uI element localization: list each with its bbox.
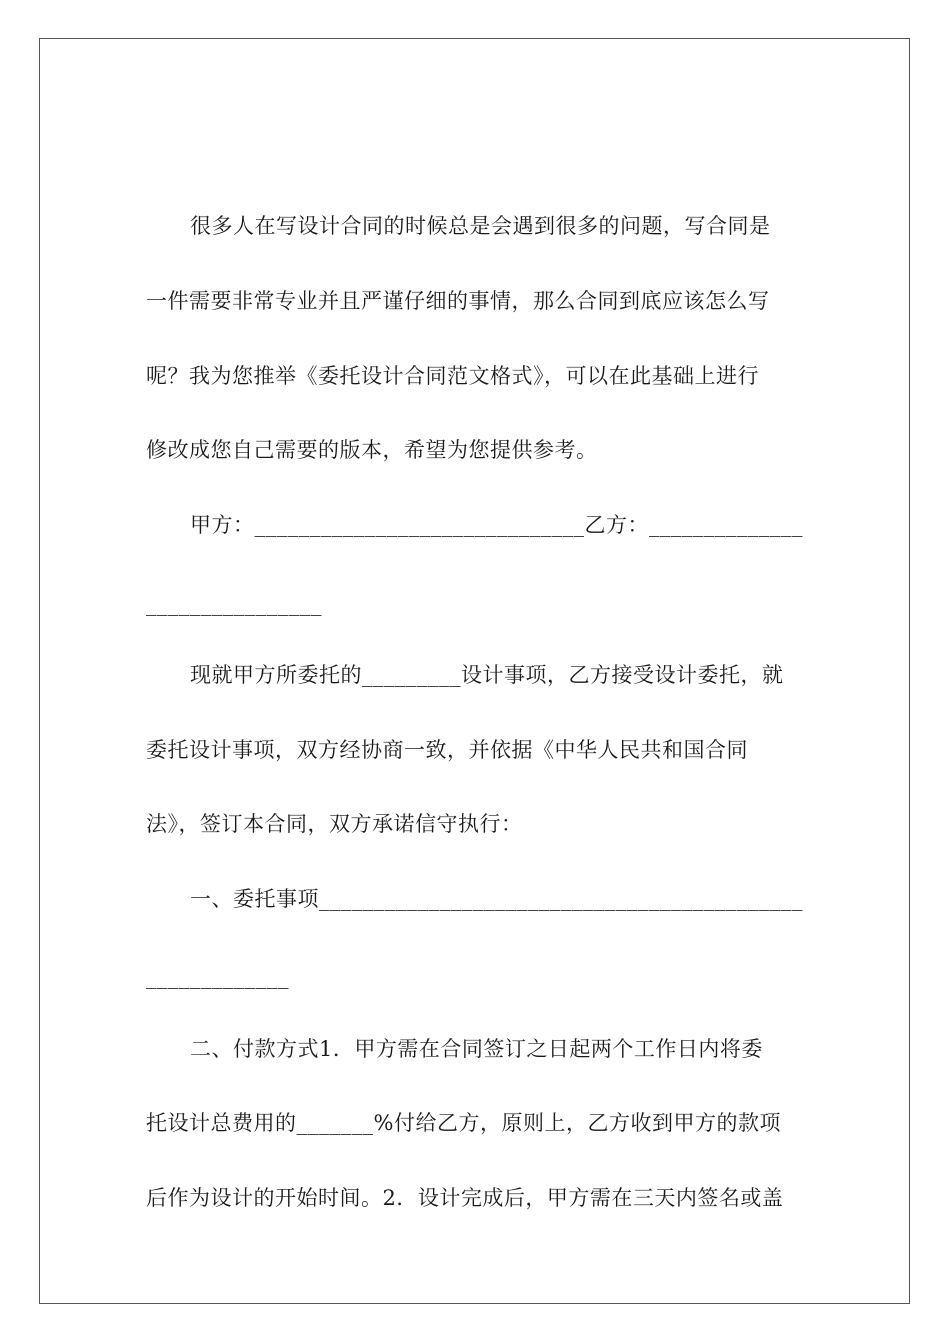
paragraph-line-1: 很多人在写设计合同的时候总是会遇到很多的问题，写合同是: [190, 214, 771, 238]
section-2-line-1: 二、付款方式1．甲方需在合同签订之日起两个工作日内将委: [190, 1037, 763, 1061]
paragraph-line-9: 法》，签订本合同，双方承诺信守执行：: [146, 812, 523, 836]
paragraph-line-4: 修改成您自己需要的版本，希望为您提供参考。: [146, 438, 598, 462]
paragraph-line-7: 现就甲方所委托的_________设计事项，乙方接受设计委托，就: [190, 663, 784, 687]
paragraph-line-3: 呢？我为您推举《委托设计合同范文格式》，可以在此基础上进行: [146, 364, 759, 388]
paragraph-line-2: 一件需要非常专业并且严谨仔细的事情，那么合同到底应该怎么写: [146, 289, 770, 313]
party-line: 甲方：______________________________乙方：______________: [190, 513, 803, 537]
section-2-line-3: 后作为设计的开始时间。2．设计完成后，甲方需在三天内签名或盖: [146, 1186, 784, 1210]
section-1-heading: 一、委托事项____________________________________________: [190, 887, 803, 911]
section-2-line-2: 托设计总费用的_______%付给乙方，原则上，乙方收到甲方的款项: [146, 1111, 781, 1135]
party-line-continued: ________________: [146, 592, 322, 616]
paragraph-line-8: 委托设计事项，双方经协商一致，并依据《中华人民共和国合同: [146, 738, 748, 762]
section-1-continued: _____________: [146, 965, 289, 989]
